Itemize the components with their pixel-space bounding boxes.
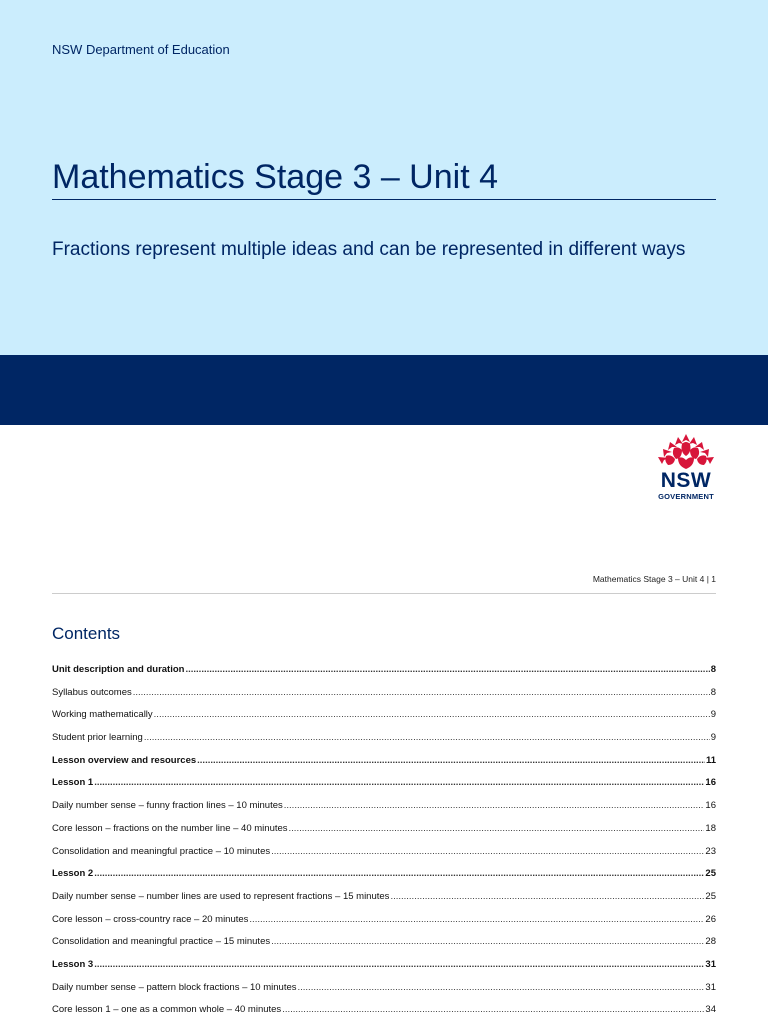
toc-entry-title: Student prior learning bbox=[52, 732, 143, 744]
toc-entry-page: 9 bbox=[710, 709, 716, 721]
toc-entry-title: Unit description and duration bbox=[52, 664, 185, 675]
toc-entry-page: 31 bbox=[705, 981, 716, 993]
toc-entry[interactable] bbox=[52, 982, 716, 1005]
logo-nsw-text: NSW bbox=[660, 469, 712, 492]
toc-leader-dots bbox=[144, 732, 710, 743]
toc-entry-title: Core lesson 1 – one as a common whole – 40 minutes bbox=[52, 1004, 282, 1016]
toc-entry-page: 9 bbox=[710, 732, 716, 744]
toc-entry-title: Syllabus outcomes bbox=[52, 686, 132, 698]
navy-band bbox=[0, 355, 768, 425]
toc-entry-title: Consolidation and meaningful practice – 15 minutes bbox=[52, 936, 271, 948]
toc-entry-title: Lesson 1 bbox=[52, 777, 94, 789]
toc-entry-page: 25 bbox=[705, 890, 716, 902]
toc-entry-title: Lesson 2 bbox=[52, 868, 94, 880]
toc-leader-dots bbox=[282, 1004, 704, 1015]
document-subtitle: Fractions represent multiple ideas and can be represented in different ways bbox=[52, 239, 686, 260]
toc-entry-page: 18 bbox=[705, 822, 716, 834]
toc-entry-page: 8 bbox=[710, 664, 716, 675]
toc-entry-title: Daily number sense – number lines are used to represent fractions – 15 minutes bbox=[52, 890, 390, 902]
toc-leader-dots bbox=[249, 914, 704, 925]
toc-leader-dots bbox=[94, 959, 704, 970]
department-name: NSW Department of Education bbox=[52, 42, 230, 57]
toc-entry[interactable] bbox=[52, 687, 716, 710]
toc-entry-page: 28 bbox=[705, 936, 716, 948]
toc-entry-title: Core lesson – cross-country race – 20 minutes bbox=[52, 913, 249, 925]
toc-entry[interactable] bbox=[52, 914, 716, 937]
toc-entry-page: 16 bbox=[705, 777, 716, 789]
nsw-government-logo bbox=[652, 432, 720, 504]
running-header: Mathematics Stage 3 – Unit 4 | 1 bbox=[592, 574, 716, 584]
toc-entry[interactable] bbox=[52, 800, 716, 823]
toc-entry-page: 23 bbox=[705, 845, 716, 857]
toc-entry-page: 25 bbox=[705, 868, 716, 880]
toc-entry-title: Daily number sense – pattern block fractions – 10 minutes bbox=[52, 981, 297, 993]
toc-entry-title: Core lesson – fractions on the number line – 40 minutes bbox=[52, 822, 288, 834]
logo-government-text: GOVERNMENT bbox=[658, 492, 714, 501]
toc-entry[interactable] bbox=[52, 755, 716, 778]
header-divider bbox=[52, 593, 716, 594]
toc-entry-title: Daily number sense – funny fraction lines – 10 minutes bbox=[52, 800, 283, 812]
toc-leader-dots bbox=[94, 868, 704, 879]
toc-entry[interactable] bbox=[52, 936, 716, 959]
toc-entry-page: 31 bbox=[705, 958, 716, 970]
toc-entry-title: Lesson 3 bbox=[52, 958, 94, 970]
toc-entry[interactable] bbox=[52, 868, 716, 891]
toc-leader-dots bbox=[390, 891, 704, 902]
contents-heading: Contents bbox=[52, 624, 121, 643]
toc-entry-page: 11 bbox=[705, 754, 716, 766]
document-title: Mathematics Stage 3 – Unit 4 bbox=[52, 156, 716, 200]
waratah-icon bbox=[652, 432, 720, 472]
toc-entry-title: Lesson overview and resources bbox=[52, 754, 197, 766]
toc-entry-title: Working mathematically bbox=[52, 709, 153, 721]
toc-entry[interactable] bbox=[52, 664, 716, 687]
toc-entry[interactable] bbox=[52, 732, 716, 755]
toc-leader-dots bbox=[289, 823, 705, 834]
toc-leader-dots bbox=[284, 800, 705, 811]
toc-leader-dots bbox=[271, 936, 704, 947]
toc-entry[interactable] bbox=[52, 709, 716, 732]
toc-entry[interactable] bbox=[52, 959, 716, 982]
toc-leader-dots bbox=[271, 846, 704, 857]
table-of-contents bbox=[52, 664, 716, 1027]
toc-leader-dots bbox=[298, 982, 705, 993]
toc-entry[interactable] bbox=[52, 846, 716, 869]
toc-entry[interactable] bbox=[52, 823, 716, 846]
toc-leader-dots bbox=[185, 664, 709, 675]
toc-entry-page: 16 bbox=[705, 800, 716, 812]
toc-entry[interactable] bbox=[52, 777, 716, 800]
toc-entry-title: Consolidation and meaningful practice – 10 minutes bbox=[52, 845, 271, 857]
toc-leader-dots bbox=[197, 755, 705, 766]
toc-entry-page: 34 bbox=[705, 1004, 716, 1016]
toc-entry[interactable] bbox=[52, 891, 716, 914]
toc-leader-dots bbox=[133, 687, 710, 698]
toc-entry-page: 8 bbox=[710, 686, 716, 698]
toc-leader-dots bbox=[154, 709, 710, 720]
toc-entry-page: 26 bbox=[705, 913, 716, 925]
toc-leader-dots bbox=[94, 777, 704, 788]
cover-panel bbox=[0, 0, 768, 355]
